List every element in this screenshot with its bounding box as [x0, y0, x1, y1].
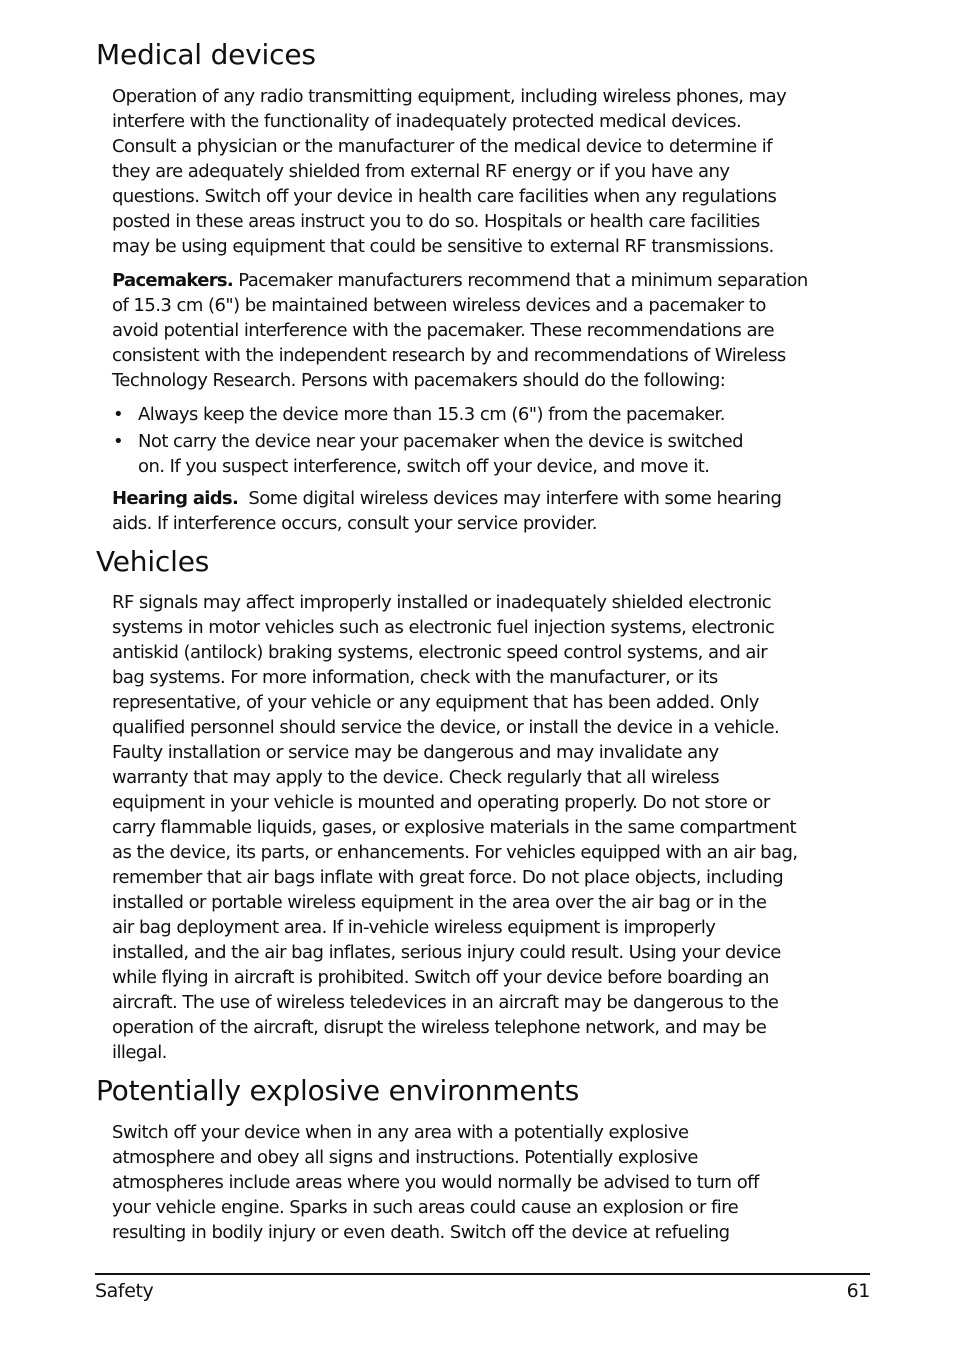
text-line: warranty that may apply to the device. Check regularly that all wireless: [112, 767, 720, 788]
text-line: they are adequately shielded from external RF energy or if you have any: [112, 161, 730, 182]
pacemakers-paragraph: [112, 268, 808, 393]
pacemakers-lead: Pacemakers.: [112, 270, 234, 291]
section-heading-medical-devices: Medical devices: [96, 38, 316, 71]
text-line: atmospheres include areas where you would normally be advised to turn off: [112, 1172, 759, 1193]
text-line: systems in motor vehicles such as electronic fuel injection systems, electronic: [112, 617, 775, 638]
text-line: aircraft. The use of wireless teledevices in an aircraft may be dangerous to the: [112, 992, 779, 1013]
hearing-aids-first-line: Some digital wireless devices may interfere with some hearing: [238, 488, 782, 509]
text-line: equipment in your vehicle is mounted and operating properly. Do not store or: [112, 792, 770, 813]
text-line: resulting in bodily injury or even death. Switch off the device at refueling: [112, 1222, 730, 1243]
text-line: interfere with the functionality of inadequately protected medical devices.: [112, 111, 742, 132]
text-line: [112, 486, 781, 511]
text-line: Switch off your device when in any area with a potentially explosive: [112, 1122, 689, 1143]
hearing-aids-paragraph: [112, 486, 781, 536]
section-heading-explosive-environments: Potentially explosive environments: [96, 1074, 580, 1107]
text-line: while flying in aircraft is prohibited. Switch off your device before boarding an: [112, 967, 769, 988]
text-line: as the device, its parts, or enhancements. For vehicles equipped with an air bag,: [112, 842, 798, 863]
vehicles-paragraph: [112, 590, 798, 1065]
pacemaker-guidelines-list: [112, 402, 743, 481]
text-line: installed, and the air bag inflates, serious injury could result. Using your device: [112, 942, 781, 963]
text-line: antiskid (antilock) braking systems, electronic speed control systems, and air: [112, 642, 768, 663]
text-line: may be using equipment that could be sensitive to external RF transmissions.: [112, 236, 774, 257]
text-line: questions. Switch off your device in health care facilities when any regulations: [112, 186, 777, 207]
hearing-aids-lead: Hearing aids.: [112, 488, 239, 509]
text-line: on. If you suspect interference, switch off your device, and move it.: [138, 456, 710, 477]
text-line: Not carry the device near your pacemaker when the device is switched: [138, 431, 744, 452]
text-line: operation of the aircraft, disrupt the wireless telephone network, and may be: [112, 1017, 767, 1038]
text-line: your vehicle engine. Sparks in such areas could cause an explosion or fire: [112, 1197, 739, 1218]
text-line: remember that air bags inflate with great force. Do not place objects, including: [112, 867, 784, 888]
text-line: of 15.3 cm (6") be maintained between wireless devices and a pacemaker to: [112, 295, 766, 316]
text-line: avoid potential interference with the pacemaker. These recommendations are: [112, 320, 775, 341]
pacemakers-first-line: Pacemaker manufacturers recommend that a minimum separation: [233, 270, 808, 291]
text-line: qualified personnel should service the device, or install the device in a vehicle.: [112, 717, 780, 738]
text-line: carry flammable liquids, gases, or explosive materials in the same compartment: [112, 817, 796, 838]
text-line: bag systems. For more information, check with the manufacturer, or its: [112, 667, 718, 688]
explosive-environments-paragraph: [112, 1120, 759, 1245]
text-line: installed or portable wireless equipment in the area over the air bag or in the: [112, 892, 767, 913]
bullet-icon: •: [113, 431, 124, 452]
text-line: aids. If interference occurs, consult your service provider.: [112, 513, 597, 534]
text-line: Technology Research. Persons with pacemakers should do the following:: [112, 370, 726, 391]
text-line: RF signals may affect improperly installed or inadequately shielded electronic: [112, 592, 772, 613]
page-number: 61: [846, 1280, 870, 1302]
text-line: posted in these areas instruct you to do so. Hospitals or health care facilities: [112, 211, 760, 232]
footer-divider: [95, 1273, 870, 1275]
text-line: representative, of your vehicle or any equipment that has been added. Only: [112, 692, 759, 713]
medical-intro-paragraph: [112, 84, 786, 259]
text-line: atmosphere and obey all signs and instructions. Potentially explosive: [112, 1147, 698, 1168]
text-line: Always keep the device more than 15.3 cm (6") from the pacemaker.: [138, 404, 725, 425]
text-line: air bag deployment area. If in-vehicle wireless equipment is improperly: [112, 917, 716, 938]
text-line: illegal.: [112, 1042, 167, 1063]
text-line: Faulty installation or service may be dangerous and may invalidate any: [112, 742, 719, 763]
text-line: consistent with the independent research by and recommendations of Wireless: [112, 345, 786, 366]
text-line: Operation of any radio transmitting equipment, including wireless phones, may: [112, 86, 787, 107]
list-item: [112, 429, 743, 479]
text-line: Consult a physician or the manufacturer of the medical device to determine if: [112, 136, 773, 157]
footer-section-title: Safety: [95, 1280, 154, 1302]
list-item: [112, 402, 743, 427]
text-line: [112, 268, 808, 293]
bullet-icon: •: [113, 404, 124, 425]
section-heading-vehicles: Vehicles: [96, 545, 210, 578]
